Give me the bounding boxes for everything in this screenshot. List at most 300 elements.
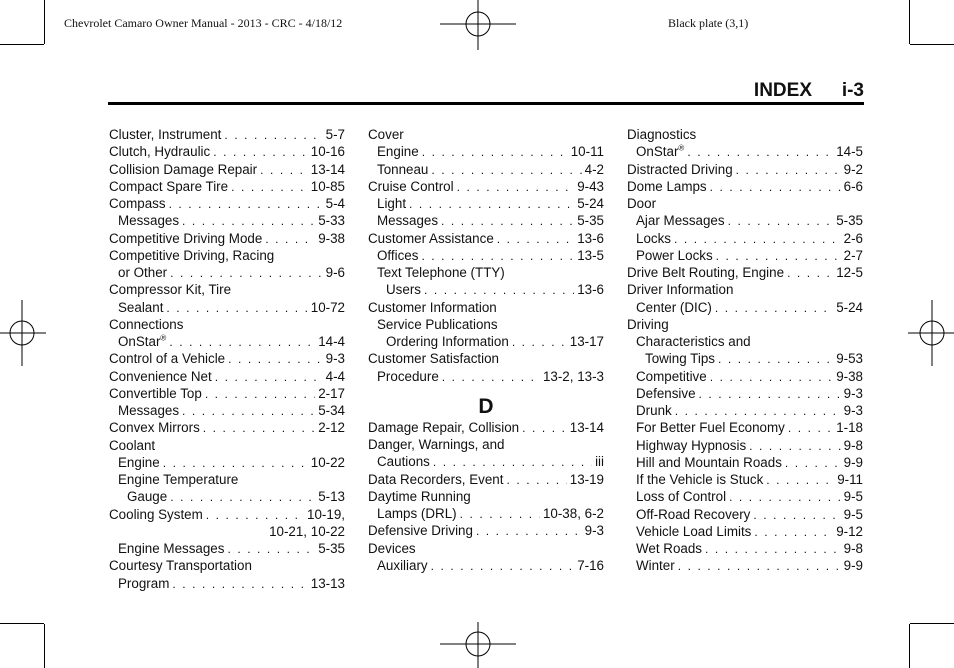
- entry-term-text: Coolant: [109, 437, 156, 453]
- entry-term: [109, 195, 166, 212]
- entry-page-ref: 12-5: [836, 265, 863, 280]
- entry-term-text: Courtesy Transportation: [109, 558, 252, 574]
- index-entry: [109, 247, 345, 264]
- index-entry: [368, 316, 604, 333]
- entry-term: [109, 178, 228, 195]
- dot-leader: [433, 454, 592, 471]
- index-entry: [109, 402, 345, 419]
- index-entry: [627, 247, 863, 264]
- dot-leader: [231, 179, 308, 196]
- entry-term: [627, 195, 656, 212]
- dot-leader: [788, 420, 833, 437]
- index-entry: [627, 488, 863, 505]
- section-letter: D: [478, 394, 494, 418]
- entry-term-text: Highway Hypnosis: [636, 437, 747, 453]
- entry-term: [645, 350, 715, 367]
- entry-term-text: Engine Temperature: [118, 472, 239, 487]
- entry-term-text: Customer Satisfaction: [368, 351, 499, 367]
- index-entry: [109, 557, 345, 574]
- entry-page-ref: 5-35: [318, 541, 345, 556]
- entry-page-ref: 5-35: [577, 213, 604, 229]
- entry-term-text: Clutch, Hydraulic: [109, 144, 211, 160]
- dot-leader: [227, 541, 315, 558]
- entry-term-text: Users: [386, 282, 421, 298]
- index-entry: [627, 402, 863, 419]
- dot-leader: [678, 558, 841, 575]
- entry-page-ref: 9-12: [836, 523, 863, 539]
- index-entry: [368, 143, 604, 160]
- entry-term-text: Drunk: [636, 403, 672, 418]
- entry-page-ref: 10-11: [570, 144, 604, 160]
- entry-page-ref: 14-4: [318, 334, 345, 349]
- index-entry: [368, 557, 604, 574]
- entry-page-ref: 14-5: [836, 144, 863, 160]
- index-entry: [627, 385, 863, 402]
- entry-term: [377, 161, 428, 178]
- index-entry: [109, 488, 345, 505]
- entry-page-ref: 13-19: [569, 471, 604, 487]
- entry-term-text: Vehicle Load Limits: [636, 523, 752, 539]
- dot-leader: [766, 472, 834, 489]
- entry-term-text: Sealant: [118, 299, 164, 315]
- index-entry: [109, 299, 345, 316]
- index-entry: [109, 264, 345, 281]
- registration-mark-left: [0, 300, 46, 366]
- dot-leader: [728, 213, 834, 230]
- entry-page-ref: 9-38: [318, 230, 345, 246]
- entry-term: [636, 419, 785, 436]
- entry-term-text: Cautions: [377, 454, 430, 470]
- dot-leader: [215, 369, 323, 386]
- entry-term: [377, 453, 430, 470]
- index-entry: [368, 195, 604, 212]
- entry-term-text: Auxiliary: [377, 557, 428, 573]
- index-entry: [368, 161, 604, 178]
- entry-term: [118, 264, 167, 281]
- index-entry: [368, 368, 604, 385]
- entry-term-text: Competitive Driving Mode: [109, 230, 263, 246]
- entry-term: [377, 264, 505, 281]
- index-entry: [368, 126, 604, 143]
- plate-info-right: Black plate (3,1): [668, 16, 749, 30]
- entry-term: [368, 126, 404, 143]
- entry-page-ref: 13-6: [577, 282, 604, 298]
- dot-leader: [205, 386, 315, 403]
- entry-term: [386, 333, 509, 350]
- entry-term-text: Messages: [118, 403, 180, 418]
- dot-leader: [172, 576, 307, 593]
- index-entry: [109, 126, 345, 143]
- entry-term-text: Text Telephone (TTY): [377, 265, 505, 280]
- entry-term-text: Procedure: [377, 368, 439, 384]
- entry-term: [109, 316, 183, 333]
- dot-leader: [213, 144, 308, 161]
- entry-term: [636, 247, 713, 264]
- entry-page-ref: 5-4: [325, 196, 345, 211]
- index-entry: [109, 212, 345, 229]
- entry-term-text: OnStar: [118, 334, 161, 349]
- index-entry: [627, 212, 863, 229]
- entry-term: [627, 281, 733, 298]
- entry-page-ref: 9-53: [836, 351, 863, 367]
- entry-term-text: Data Recorders, Event: [368, 471, 504, 487]
- index-entry: [627, 126, 863, 143]
- entry-term-text: Customer Information: [368, 299, 497, 315]
- registration-mark-bottom: [440, 622, 516, 668]
- index-entry: [109, 471, 345, 488]
- entry-term: [627, 264, 784, 281]
- index-entry: [109, 143, 345, 160]
- dot-leader: [785, 455, 841, 472]
- entry-term-text: Competitive Driving, Racing: [109, 247, 275, 263]
- dot-leader: [170, 265, 323, 282]
- entry-term: [636, 368, 707, 385]
- entry-term-text: Offices: [377, 247, 419, 263]
- entry-page-ref: 6-6: [843, 178, 863, 194]
- index-entry: [109, 368, 345, 385]
- entry-term: [109, 143, 210, 160]
- dot-leader: [424, 282, 574, 299]
- entry-term: [627, 161, 733, 178]
- index-entry: [368, 299, 604, 316]
- entry-term: [127, 488, 167, 505]
- entry-page-ref: 13-13: [310, 575, 345, 591]
- entry-term: [636, 523, 751, 540]
- page-title: INDEX: [753, 80, 812, 101]
- entry-term-text: Cruise Control: [368, 178, 454, 194]
- entry-page-ref: 10-16: [310, 144, 345, 160]
- entry-page-ref: 9-9: [843, 454, 863, 470]
- entry-page-ref: 4-4: [325, 368, 345, 384]
- index-column-1: [109, 126, 345, 592]
- entry-term-text: Control of a Vehicle: [109, 351, 226, 367]
- dot-leader: [206, 507, 304, 524]
- entry-term-text: Light: [377, 196, 407, 211]
- entry-term: [377, 143, 419, 160]
- index-entry: [109, 230, 345, 247]
- entry-page-ref: 7-16: [577, 557, 604, 573]
- index-entry: [368, 436, 604, 453]
- entry-page-ref: 9-3: [584, 523, 604, 539]
- entry-term-text: Winter: [636, 558, 675, 574]
- dot-leader: [169, 196, 323, 213]
- entry-term: [627, 178, 707, 195]
- dot-leader: [460, 506, 540, 523]
- index-entry: [627, 264, 863, 281]
- entry-term-text: Cover: [368, 127, 404, 142]
- index-entry: [368, 212, 604, 229]
- entry-term-text: Drive Belt Routing, Engine: [627, 265, 785, 280]
- entry-term: [377, 212, 438, 229]
- index-entry: [627, 471, 863, 488]
- entry-term: [118, 212, 179, 229]
- dot-leader: [506, 472, 566, 489]
- dot-leader: [687, 144, 833, 161]
- entry-page-ref: 9-8: [843, 541, 863, 556]
- entry-term: [377, 316, 498, 333]
- registered-mark: ®: [160, 333, 167, 343]
- index-entry: [627, 195, 863, 212]
- entry-term: [368, 540, 416, 557]
- entry-page-ref: 9-11: [837, 472, 863, 487]
- index-entry: [627, 437, 863, 454]
- dot-leader: [716, 248, 841, 265]
- registration-mark-top: [440, 0, 516, 50]
- dot-leader: [753, 507, 840, 524]
- entry-page-ref: 13-2, 13-3: [542, 368, 604, 384]
- entry-page-ref: 13-17: [569, 334, 604, 349]
- entry-term-text: Devices: [368, 540, 416, 556]
- dot-leader: [754, 524, 833, 541]
- index-entry: [109, 281, 345, 298]
- index-entry: [368, 471, 604, 488]
- entry-term-text: Driver Information: [627, 282, 734, 298]
- entry-term-text: Engine: [377, 144, 419, 160]
- entry-page-ref: 10-72: [310, 299, 345, 315]
- entry-term-text: Center (DIC): [636, 299, 712, 315]
- entry-page-ref: 9-3: [843, 385, 863, 401]
- entry-term: [109, 126, 221, 143]
- dot-leader: [710, 369, 833, 386]
- entry-term: [109, 437, 155, 454]
- entry-page-ref: 9-6: [325, 265, 345, 280]
- index-entry: [109, 350, 345, 367]
- entry-term-text: Gauge: [127, 489, 168, 505]
- entry-page-ref: 9-8: [843, 437, 863, 453]
- dot-leader: [710, 179, 841, 196]
- dot-leader: [224, 127, 322, 144]
- entry-term: [377, 195, 406, 212]
- entry-term: [118, 402, 179, 419]
- entry-page-ref: 9-9: [843, 558, 863, 574]
- index-column-3: [627, 126, 863, 575]
- entry-term: [118, 333, 166, 350]
- index-entry: [368, 281, 604, 298]
- entry-term-text: OnStar: [636, 144, 679, 160]
- index-entry: [109, 333, 345, 350]
- entry-term: [109, 419, 200, 436]
- dot-leader: [409, 196, 574, 213]
- entry-term: [377, 505, 457, 522]
- entry-term-text: If the Vehicle is Stuck: [636, 472, 764, 487]
- entry-page-ref: 13-6: [577, 230, 604, 246]
- index-entry: [627, 299, 863, 316]
- entry-term-text: or Other: [118, 265, 168, 280]
- dot-leader: [182, 213, 315, 230]
- entry-term: [636, 506, 750, 523]
- entry-page-ref: 9-38: [836, 368, 863, 384]
- dot-leader: [203, 420, 315, 437]
- registration-mark-right: [908, 300, 954, 366]
- entry-term-text: Ordering Information: [386, 334, 509, 349]
- entry-term-text: Collision Damage Repair: [109, 161, 258, 177]
- entry-page-ref: 1-18: [836, 420, 863, 436]
- entry-term-text: Connections: [109, 316, 184, 332]
- dot-leader: [163, 455, 308, 472]
- entry-term: [118, 471, 238, 488]
- entry-term: [109, 281, 231, 298]
- entry-page-ref: 5-7: [325, 127, 345, 142]
- page-number: i-3: [841, 80, 864, 101]
- entry-term-text: Messages: [377, 213, 439, 229]
- entry-term-text: For Better Fuel Economy: [636, 420, 785, 436]
- entry-term-text: Convex Mirrors: [109, 420, 200, 436]
- index-entry: [368, 230, 604, 247]
- entry-page-ref: 5-34: [318, 403, 345, 418]
- entry-page-ref: 2-12: [318, 420, 345, 436]
- index-entry: [368, 453, 604, 470]
- entry-page-ref: 5-33: [318, 213, 345, 229]
- entry-term: [386, 281, 421, 298]
- entry-term-text: Loss of Control: [636, 489, 727, 505]
- entry-term-text: Competitive: [636, 368, 707, 384]
- entry-term-text: Cooling System: [109, 506, 203, 522]
- entry-page-ref: 2-6: [843, 230, 863, 246]
- entry-term-text: Compact Spare Tire: [109, 178, 229, 194]
- index-entry: [368, 522, 604, 539]
- entry-term: [118, 299, 163, 316]
- index-entry: [368, 333, 604, 350]
- entry-term-text: Compass: [109, 196, 166, 211]
- entry-term-text: Hill and Mountain Roads: [636, 454, 782, 470]
- entry-term: [109, 247, 274, 264]
- dot-leader: [442, 369, 540, 386]
- index-entry: [109, 316, 345, 333]
- dot-leader: [674, 231, 841, 248]
- entry-term: [377, 247, 418, 264]
- entry-term-text: Daytime Running: [368, 488, 471, 504]
- entry-term-text: Engine Messages: [118, 541, 225, 556]
- entry-term-text: Cluster, Instrument: [109, 127, 222, 142]
- entry-term-text: Convertible Top: [109, 385, 202, 401]
- index-entry: [627, 506, 863, 523]
- dot-leader: [787, 265, 833, 282]
- entry-term: [627, 126, 696, 143]
- entry-page-ref: 10-22: [310, 454, 345, 470]
- entry-page-ref: 9-3: [325, 351, 345, 367]
- entry-page-ref: 10-19,: [307, 506, 345, 522]
- entry-term: [368, 488, 471, 505]
- entry-term-text: Danger, Warnings, and: [368, 437, 505, 452]
- entry-term: [368, 350, 499, 367]
- entry-term-text: Distracted Driving: [627, 161, 733, 177]
- entry-page-ref: 9-5: [843, 489, 863, 505]
- entry-term: [109, 350, 225, 367]
- index-entry: [627, 281, 863, 298]
- entry-term-text: Program: [118, 575, 170, 591]
- index-entry: [109, 506, 345, 523]
- index-entry: [368, 178, 604, 195]
- page-header: [108, 80, 864, 102]
- dot-leader: [431, 558, 575, 575]
- index-entry: [109, 437, 345, 454]
- header-rule: [108, 102, 864, 105]
- index-column-2: [368, 126, 604, 574]
- entry-term-text: Locks: [636, 230, 671, 246]
- entry-term: [368, 178, 454, 195]
- entry-term: [636, 212, 725, 229]
- entry-term: [118, 575, 169, 592]
- dot-leader: [169, 334, 315, 351]
- entry-term: [118, 540, 224, 557]
- index-entry: [627, 143, 863, 160]
- index-entry: [627, 523, 863, 540]
- entry-page-ref: 5-24: [577, 196, 604, 211]
- index-entry: [627, 230, 863, 247]
- entry-term: [377, 368, 439, 385]
- dot-leader: [705, 541, 841, 558]
- dot-leader: [476, 523, 582, 540]
- entry-page-ref: 13-5: [577, 247, 604, 263]
- dot-leader: [715, 300, 833, 317]
- entry-term: [636, 437, 746, 454]
- dot-leader: [736, 162, 841, 179]
- index-entry: [627, 316, 863, 333]
- index-entry: [627, 161, 863, 178]
- entry-page-ref: 9-3: [843, 403, 863, 418]
- entry-term-text: Messages: [118, 213, 180, 229]
- index-entry: [109, 523, 345, 540]
- entry-page-ref: 2-17: [318, 385, 345, 401]
- dot-leader: [228, 351, 323, 368]
- entry-term: [636, 333, 751, 350]
- index-entry: [627, 557, 863, 574]
- entry-term: [636, 557, 675, 574]
- index-entry: [368, 419, 604, 436]
- entry-page-ref: 13-14: [310, 161, 345, 177]
- entry-page-ref: 10-21, 10-22: [269, 523, 345, 539]
- dot-leader: [170, 489, 315, 506]
- index-entry: [109, 419, 345, 436]
- entry-page-ref: 10-38, 6-2: [542, 506, 604, 521]
- entry-term: [636, 488, 726, 505]
- entry-term: [368, 436, 504, 453]
- entry-term-text: Damage Repair, Collision: [368, 419, 520, 435]
- entry-term: [636, 402, 672, 419]
- entry-term: [636, 540, 702, 557]
- index-entry: [627, 419, 863, 436]
- entry-term-text: Ajar Messages: [636, 213, 725, 229]
- index-entry: [368, 350, 604, 367]
- entry-term: [636, 385, 696, 402]
- entry-term: [627, 316, 669, 333]
- entry-term-text: Power Locks: [636, 247, 713, 263]
- index-entry: [627, 540, 863, 557]
- entry-page-ref: 4-2: [584, 161, 604, 177]
- entry-term: [368, 299, 497, 316]
- entry-term: [636, 230, 671, 247]
- index-entry: [627, 178, 863, 195]
- index-entry: [368, 264, 604, 281]
- entry-term: [368, 230, 494, 247]
- entry-term: [636, 471, 763, 488]
- entry-term-text: Lamps (DRL): [377, 506, 457, 521]
- dot-leader: [749, 438, 840, 455]
- index-entry: [627, 333, 863, 350]
- index-entry: [109, 195, 345, 212]
- entry-term-text: Tonneau: [377, 161, 429, 177]
- index-entry: [368, 488, 604, 505]
- plate-info-left: Chevrolet Camaro Owner Manual - 2013 - CRC - 4/18/12: [64, 16, 343, 30]
- entry-term: [636, 454, 782, 471]
- index-entry: [109, 540, 345, 557]
- entry-page-ref: iii: [595, 454, 604, 470]
- dot-leader: [675, 403, 841, 420]
- entry-page-ref: 9-2: [843, 161, 863, 177]
- entry-term-text: Diagnostics: [627, 127, 697, 142]
- index-entry: [109, 178, 345, 195]
- dot-leader: [522, 420, 567, 437]
